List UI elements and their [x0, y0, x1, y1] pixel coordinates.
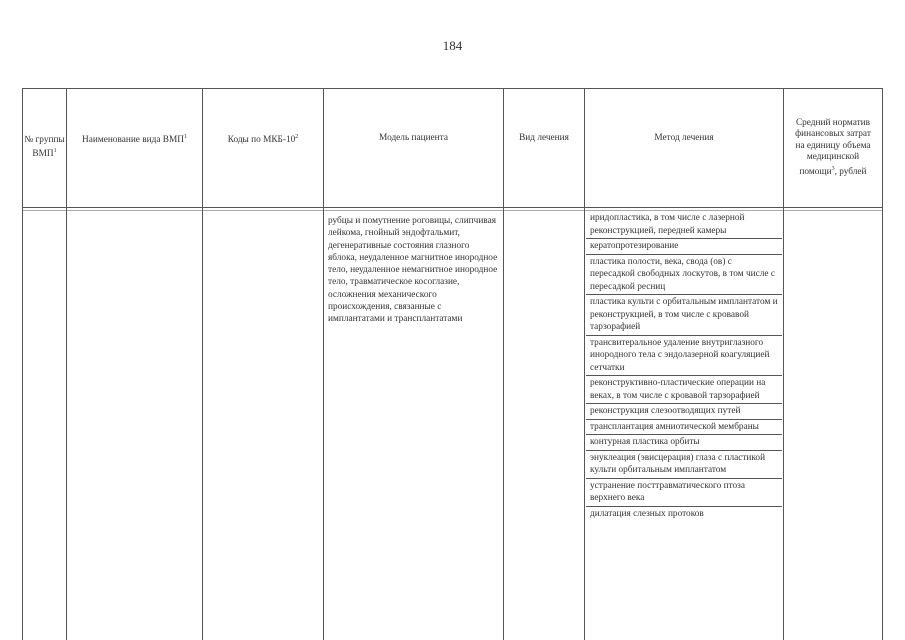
list-item: иридопластика, в том числе с лазерной реконструкцией, передней камеры	[586, 211, 782, 239]
list-item: энуклеация (эвисцерация) глаза с пластикой культи орбитальным имплантатом	[586, 451, 782, 479]
column-divider	[783, 88, 784, 640]
list-item: реконструктивно-пластические операции на веках, в том числе с кровавой тарзорафией	[586, 376, 782, 404]
list-item: трансвитеральное удаление внутриглазного инородного тела с эндолазерной коагуляцией сетчатки	[586, 336, 782, 377]
patient-model-text: рубцы и помутнение роговицы, слипчивая лейкома, гнойный эндофтальмит, дегенеративные состояния глазного яблока, неудаленное магнитное инородное тело, неудаленное немагнитное инородное тело, травматическое косоглазие, осложнения механического происхождения, связанные с имплантатами и трансплантатами	[328, 216, 498, 325]
list-item: устранение посттравматического птоза верхнего века	[586, 479, 782, 507]
list-item: дилатация слезных протоков	[590, 508, 704, 519]
treatment-methods-list	[586, 211, 782, 521]
header-vmp-name: Наименование вида ВМП$^1$	[82, 133, 187, 145]
header-icd-codes: Коды по МКБ-$10^2$	[227, 133, 299, 145]
list-item: реконструкция слезоотводящих путей	[586, 404, 782, 420]
header-bottom-border	[22, 207, 883, 208]
list-item: трансплантация амниотической мембраны	[586, 420, 782, 436]
page-number: 184	[442, 38, 463, 53]
list-item: контурная пластика орбиты	[586, 435, 782, 451]
header-average-cost: Средний норматив финансовых затрат на единицу объема медицинской помощи$^3$, рублей	[795, 117, 871, 177]
header-treatment-type: Вид лечения	[519, 133, 569, 144]
table-right-border	[882, 88, 883, 640]
list-item: пластика культи с орбитальным имплантатом и реконструкцией, в том числе с кровавой тарзорафией	[586, 295, 782, 336]
header-group-number: № группы ВМП$^1$	[24, 134, 65, 160]
list-item: пластика полости, века, свода (ов) с пересадкой свободных лоскутов, в том числе с пересадкой ресниц	[586, 255, 782, 296]
list-item: кератопротезирование	[586, 239, 782, 255]
header-treatment-method: Метод лечения	[654, 133, 714, 144]
header-patient-model: Модель пациента	[379, 133, 448, 144]
